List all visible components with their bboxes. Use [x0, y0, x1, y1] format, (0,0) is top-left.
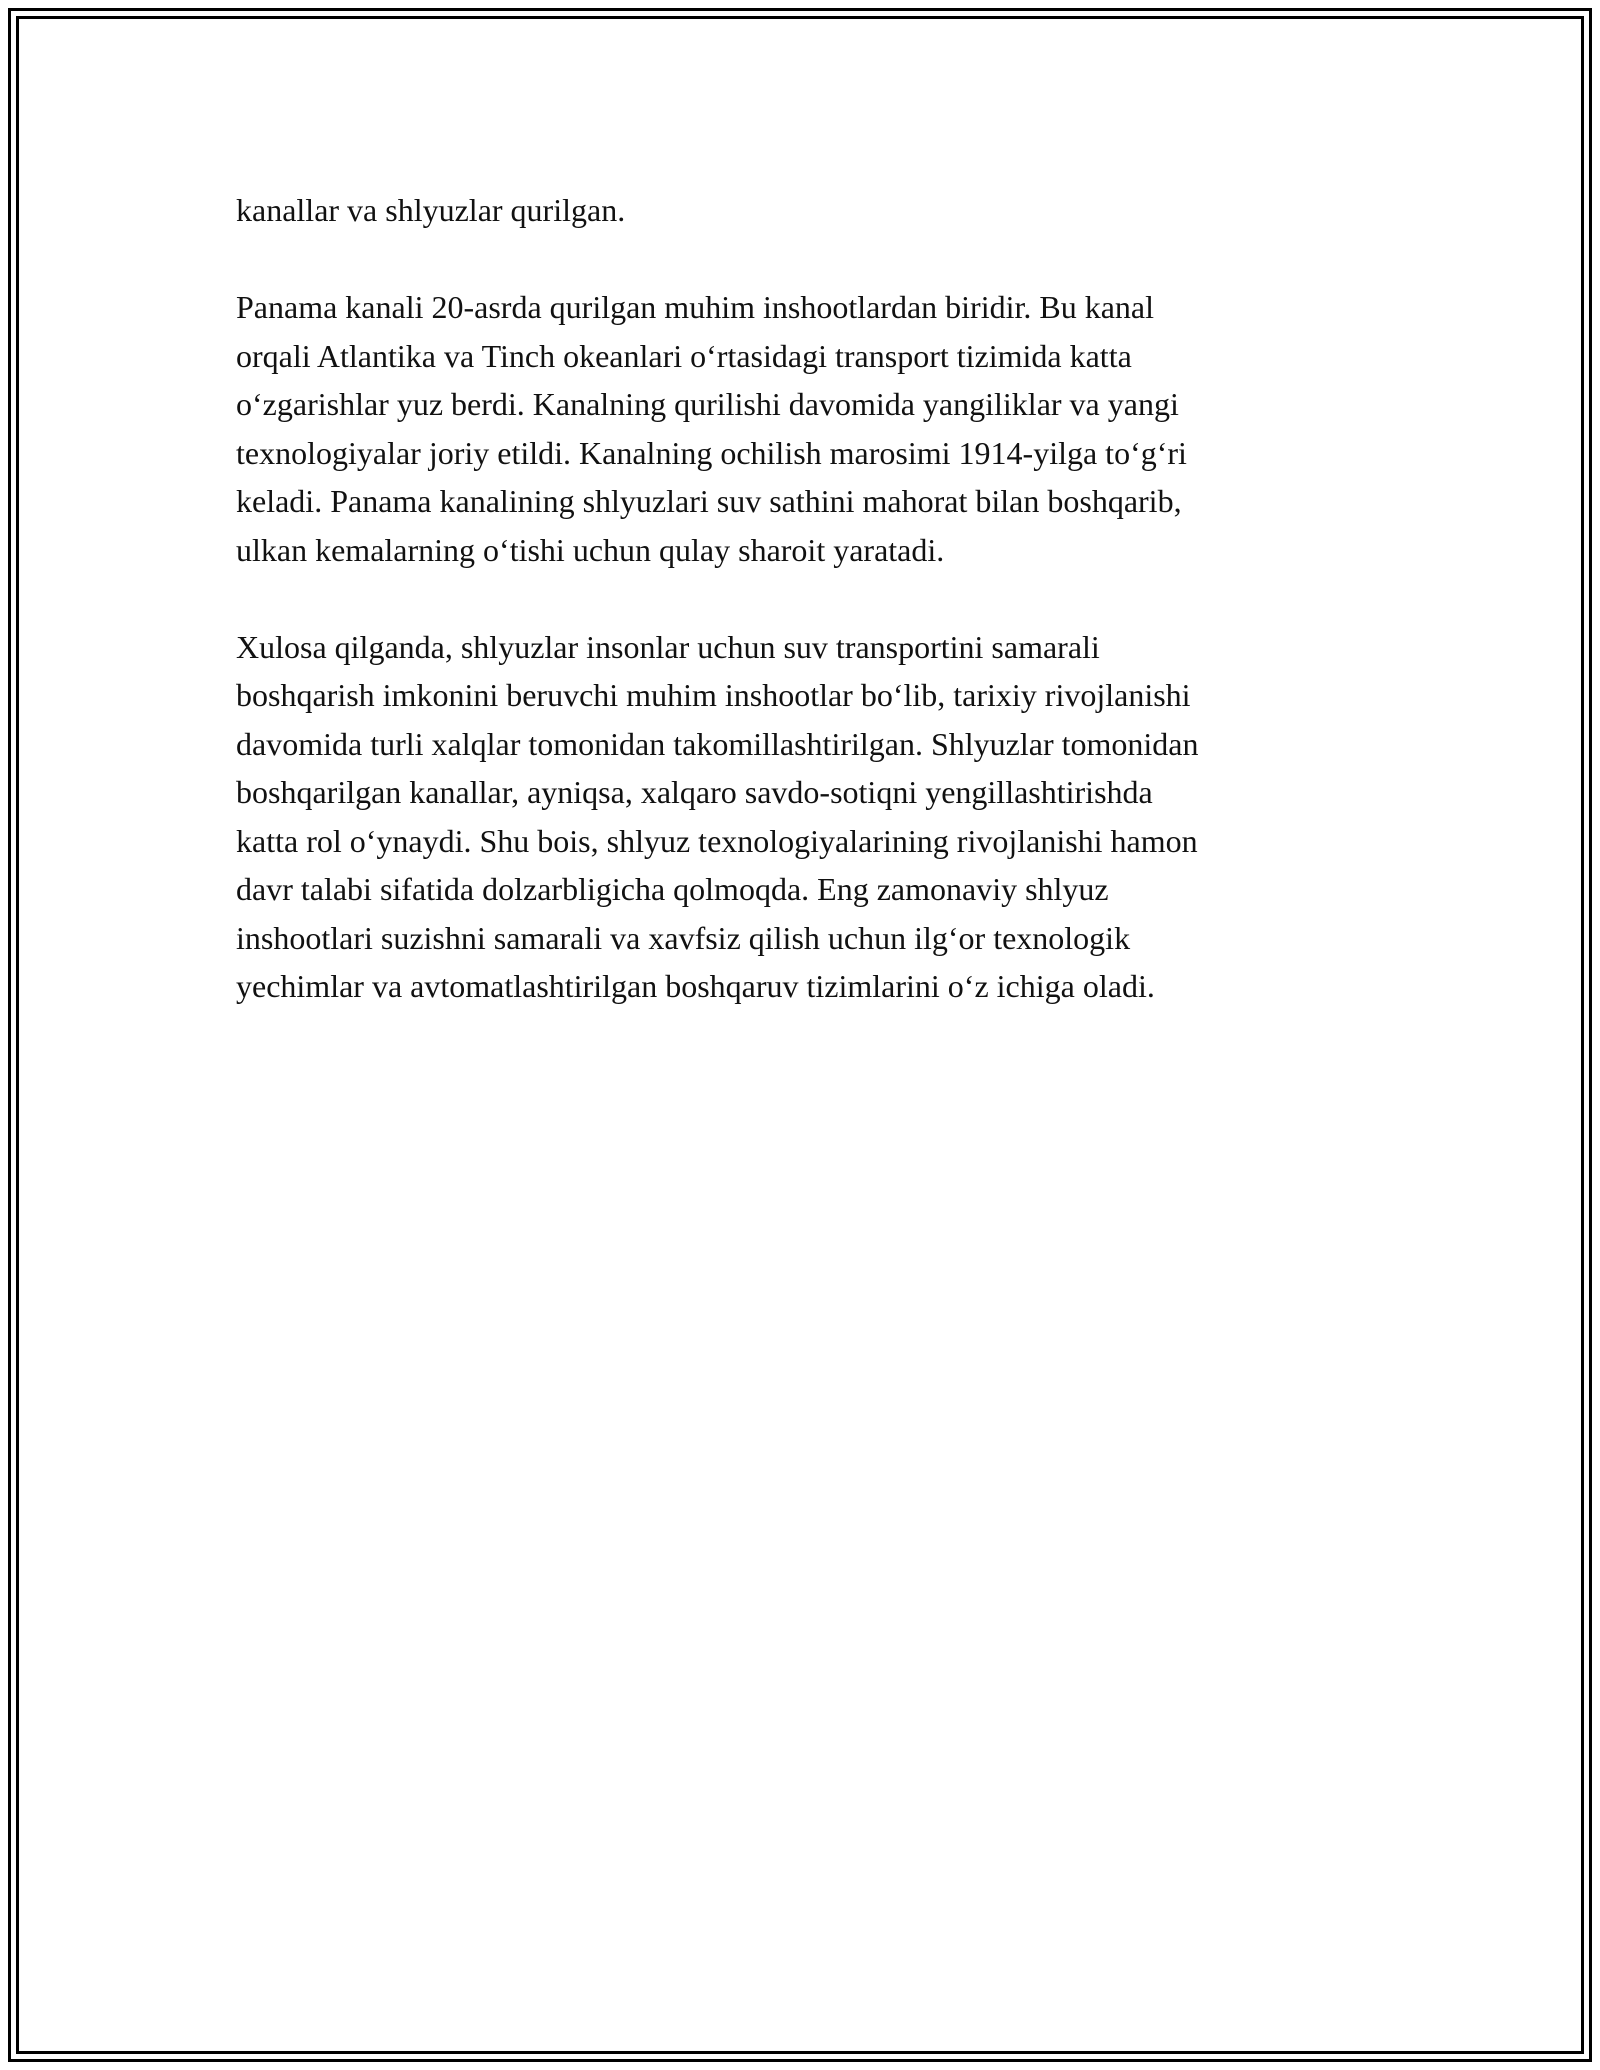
paragraph-2 [236, 283, 1376, 574]
text-line: kanallar va shlyuzlar qurilgan. [236, 192, 626, 228]
text-line: katta rol o‘ynaydi. Shu bois, shlyuz texnologiyalarining rivojlanishi hamon [236, 822, 1198, 859]
text-line: keladi. Panama kanalining shlyuzlari suv sathini mahorat bilan boshqarib, [236, 483, 1182, 519]
text-line: boshqarish imkonini beruvchi muhim inshootlar bo‘lib, tarixiy rivojlanishi [236, 677, 1191, 713]
text-line: texnologiyalar joriy etildi. Kanalning ochilish marosimi 1914-yilga to‘g‘ri [236, 434, 1187, 471]
paragraph-3 [236, 623, 1376, 1011]
text-line: yechimlar va avtomatlashtirilgan boshqaruv tizimlarini o‘z ichiga oladi. [236, 968, 1155, 1004]
text-line: orqali Atlantika va Tinch okeanlari o‘rtasidagi transport tizimida katta [236, 337, 1132, 374]
text-line: boshqarilgan kanallar, ayniqsa, xalqaro savdo-sotiqni yengillashtirishda [236, 774, 1153, 810]
document-body [236, 186, 1376, 1059]
text-line: Panama kanali 20-asrda qurilgan muhim inshootlardan biridir. Bu kanal [236, 289, 1155, 325]
text-line: davomida turli xalqlar tomonidan takomillashtirilgan. Shlyuzlar tomonidan [236, 725, 1199, 762]
text-line: davr talabi sifatida dolzarbligicha qolmoqda. Eng zamonaviy shlyuz [236, 871, 1109, 907]
text-line: inshootlari suzishni samarali va xavfsiz qilish uchun ilg‘or texnologik [236, 919, 1131, 956]
paragraph-1 [236, 186, 1376, 235]
text-line: ulkan kemalarning o‘tishi uchun qulay sharoit yaratadi. [236, 531, 945, 568]
text-line: o‘zgarishlar yuz berdi. Kanalning qurilishi davomida yangiliklar va yangi [236, 386, 1179, 422]
text-line: Xulosa qilganda, shlyuzlar insonlar uchun suv transportini samarali [236, 628, 1100, 665]
